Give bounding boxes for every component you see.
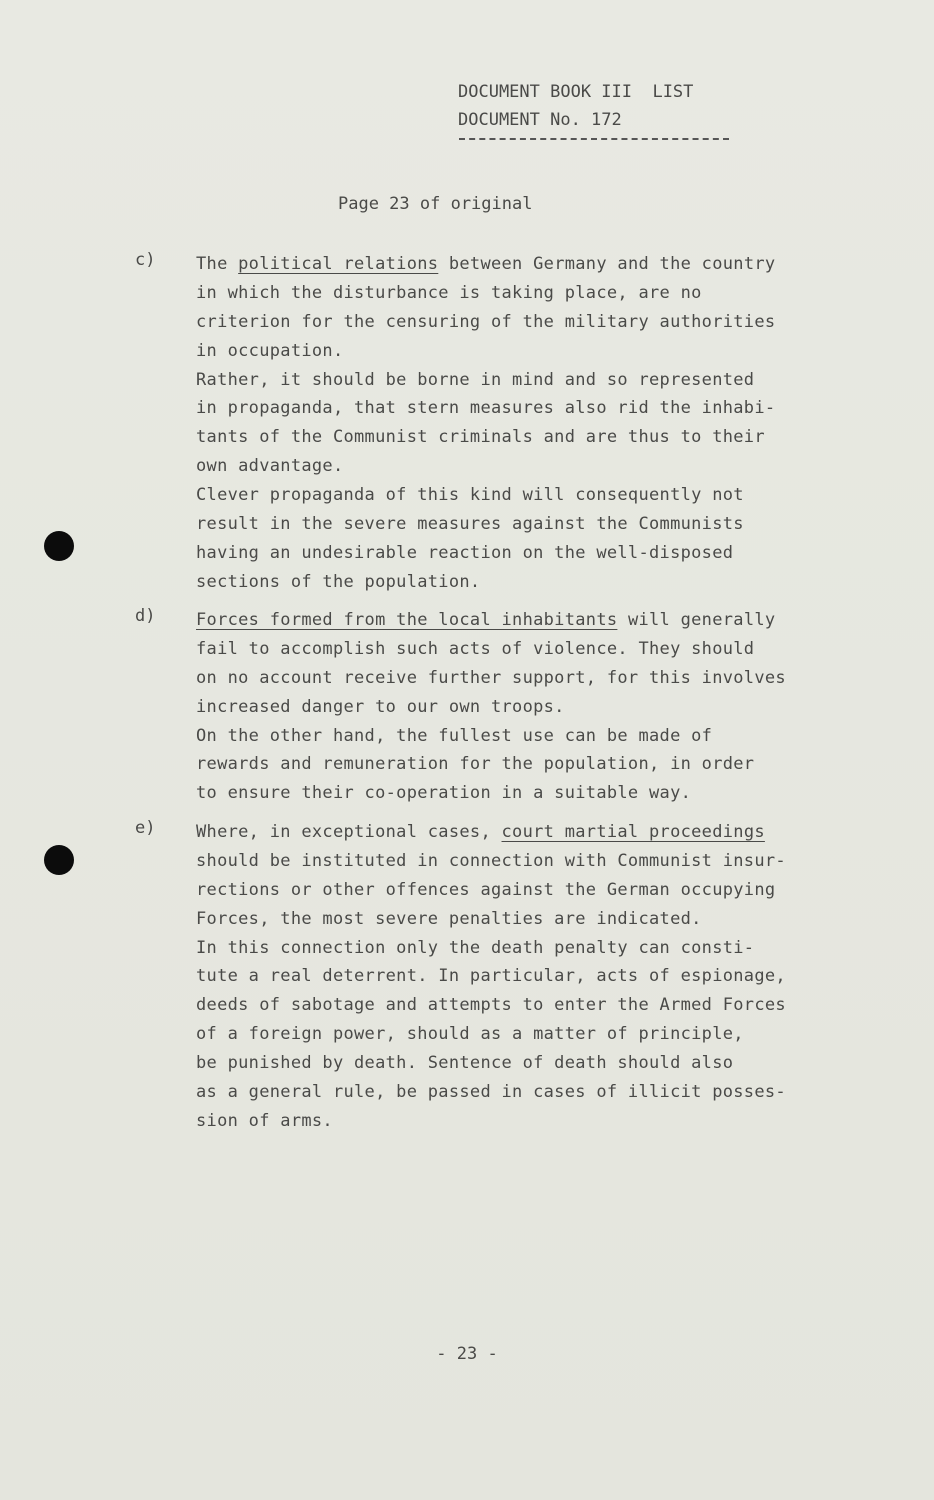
text-segment: rewards and remuneration for the population, in order [196, 754, 755, 775]
text-line [196, 876, 886, 905]
text-segment: between Germany and the country [438, 254, 776, 274]
text-line [196, 818, 886, 847]
text-segment: on no account receive further support, for this involves [196, 667, 786, 688]
text-segment: criterion for the censuring of the military authorities [196, 311, 776, 332]
paragraph-c [196, 250, 886, 597]
text-segment: in propaganda, that stern measures also rid the inhabi- [196, 398, 776, 419]
text-line [196, 279, 886, 308]
text-segment: increased danger to our own troops. [196, 696, 565, 717]
text-line [196, 750, 886, 779]
text-segment: sion of arms. [196, 1110, 333, 1131]
text-segment: own advantage. [196, 456, 344, 477]
text-line [196, 1020, 886, 1049]
text-segment: Forces, the most severe penalties are indicated. [196, 908, 702, 929]
text-segment: tute a real deterrent. In particular, acts of espionage, [196, 966, 786, 987]
text-line [196, 635, 886, 664]
text-line [196, 1078, 886, 1107]
text-line [196, 962, 886, 991]
text-line [196, 250, 886, 279]
text-segment: will generally [617, 610, 776, 630]
underlined-phrase: Forces formed from the local inhabitants [196, 610, 618, 630]
text-line [196, 452, 886, 481]
text-line [196, 722, 886, 751]
header-dashed-rule [459, 138, 729, 140]
text-segment: having an undesirable reaction on the well-disposed [196, 542, 734, 563]
text-segment: to ensure their co-operation in a suitable way. [196, 783, 692, 804]
text-line [196, 423, 886, 452]
text-segment: in occupation. [196, 340, 344, 361]
text-line [196, 394, 886, 423]
text-segment: On the other hand, the fullest use can be made of [196, 725, 713, 746]
text-segment: result in the severe measures against the Communists [196, 514, 744, 535]
text-line [196, 905, 886, 934]
text-line [196, 779, 886, 808]
text-line [196, 664, 886, 693]
paragraph-d [196, 606, 886, 808]
text-line [196, 568, 886, 597]
text-segment: Rather, it should be borne in mind and so represented [196, 369, 755, 390]
text-line [196, 337, 886, 366]
text-segment: fail to accomplish such acts of violence. They should [196, 638, 755, 659]
text-segment: be punished by death. Sentence of death should also [196, 1053, 734, 1074]
text-segment: of a foreign power, should as a matter of principle, [196, 1024, 744, 1045]
text-line [196, 539, 886, 568]
text-line [196, 1049, 886, 1078]
text-segment: Clever propaganda of this kind will consequently not [196, 485, 744, 506]
text-segment: tants of the Communist criminals and are thus to their [196, 427, 765, 448]
section-marker-e: e) [135, 818, 156, 838]
page-reference: Page 23 of original [338, 194, 533, 214]
text-line [196, 934, 886, 963]
text-segment: The [196, 254, 239, 274]
document-header [458, 78, 693, 134]
text-line [196, 366, 886, 395]
punch-hole-mark [44, 845, 74, 875]
section-marker-c: c) [135, 250, 156, 270]
underlined-phrase: political relations [238, 254, 439, 274]
text-segment: In this connection only the death penalty can consti- [196, 937, 755, 958]
text-segment: should be instituted in connection with Communist insur- [196, 850, 786, 871]
text-segment: as a general rule, be passed in cases of illicit posses- [196, 1082, 786, 1103]
document-number: DOCUMENT No. 172 [458, 110, 622, 130]
text-line [196, 308, 886, 337]
text-segment: deeds of sabotage and attempts to enter the Armed Forces [196, 995, 786, 1016]
document-book-title: DOCUMENT BOOK III LIST [458, 82, 694, 102]
text-segment: sections of the population. [196, 571, 481, 592]
text-line [196, 510, 886, 539]
text-segment: rections or other offences against the German occupying [196, 879, 776, 900]
text-line [196, 991, 886, 1020]
page-number-footer: - 23 - [436, 1344, 498, 1364]
text-segment: Where, in exceptional cases, [196, 822, 502, 842]
text-segment: in which the disturbance is taking place, are no [196, 282, 702, 303]
text-line [196, 606, 886, 635]
text-line [196, 1107, 886, 1136]
underlined-phrase: court martial proceedings [501, 822, 765, 842]
text-line [196, 481, 886, 510]
text-line [196, 693, 886, 722]
punch-hole-mark [44, 531, 74, 561]
text-line [196, 847, 886, 876]
section-marker-d: d) [135, 606, 156, 626]
paragraph-e [196, 818, 886, 1136]
